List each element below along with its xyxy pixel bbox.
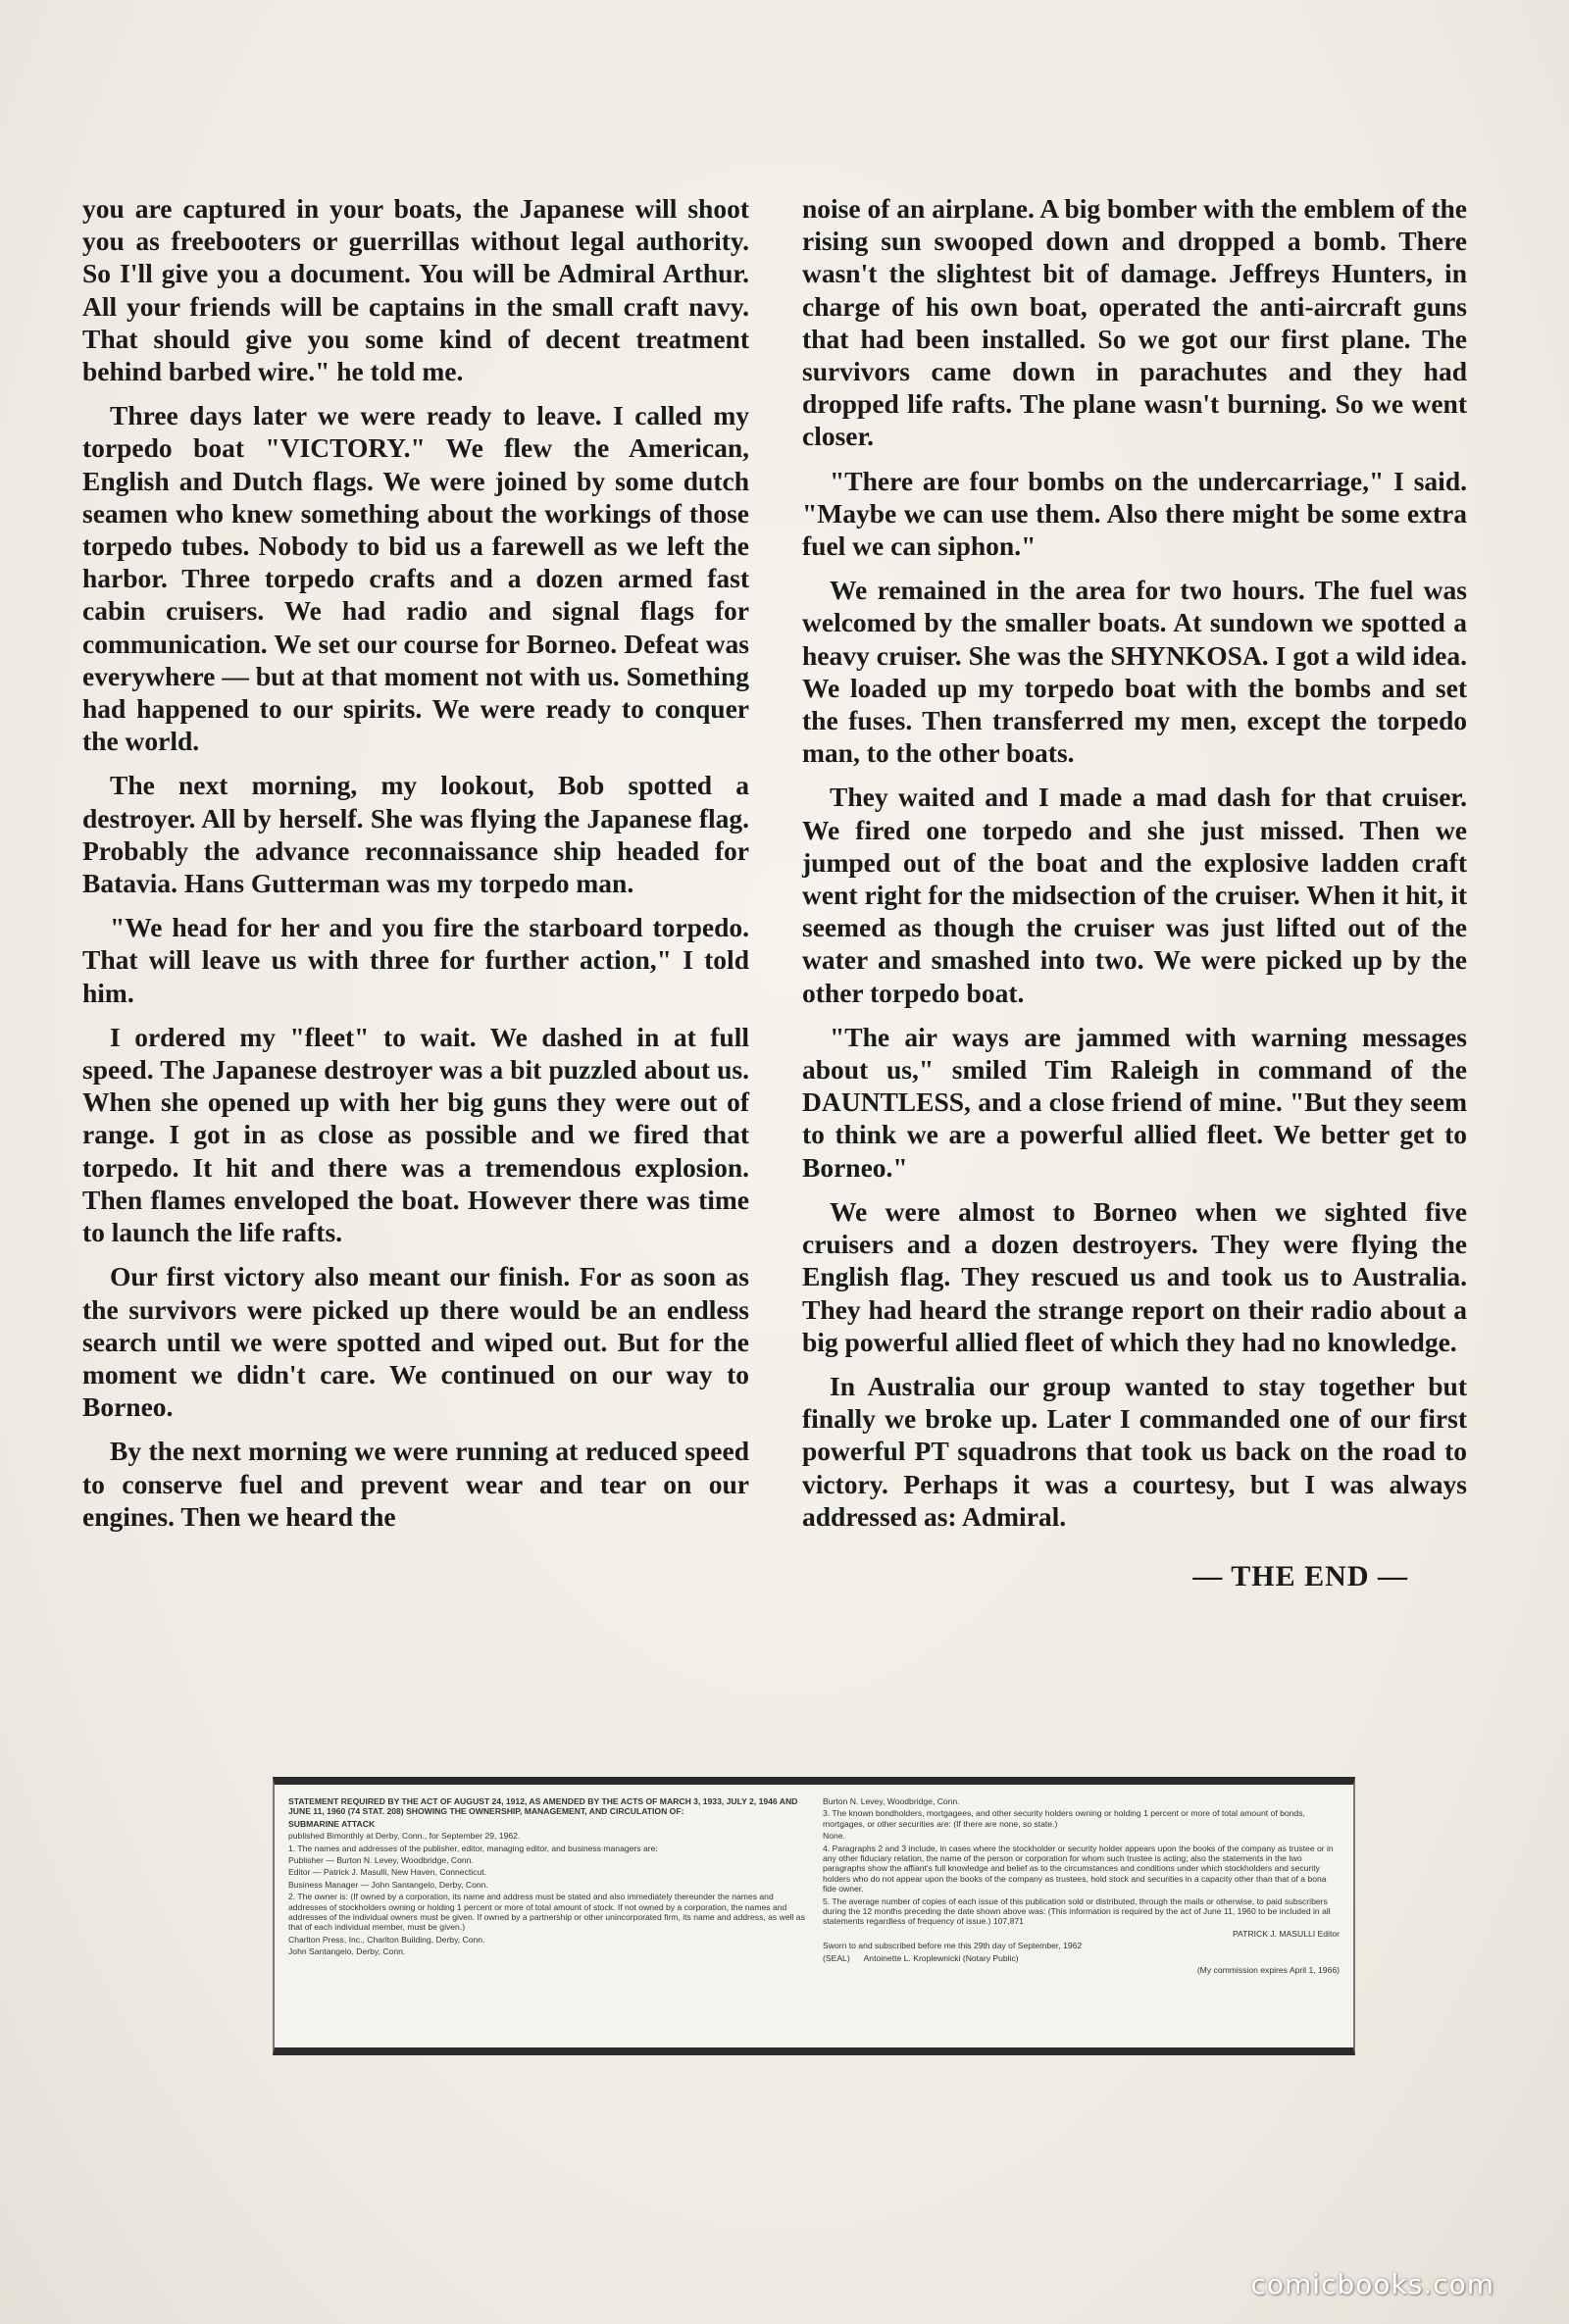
statement-column-right [823,1796,1340,2036]
statement-heading: STATEMENT REQUIRED BY THE ACT OF AUGUST 24, 1912, AS AMENDED BY THE ACTS OF MARCH 3, 1933, JULY 2, 1946 AND JUNE 11, 1960 (74 STAT. 208) SHOWING THE OWNERSHIP, MANAGEMENT, AND CIRCULATION OF: [288,1796,798,1817]
statement-publisher: Publisher — Burton N. Levey, Woodbridge, Conn. [288,1855,474,1866]
paragraph: In Australia our group wanted to stay together but finally we broke up. Later I commanded one of our first powerful PT squadrons that took us back on the road to victory. Perhaps it was a courtesy, but I was always addressed as: Admiral. [802,1370,1467,1532]
story-column-left [82,192,749,1544]
paragraph: "The air ways are jammed with warning messages about us," smiled Tim Raleigh in command of the DAUNTLESS, and a close friend of mine. "But they seem to think we are a powerful allied fleet. We better get to Borneo." [802,1021,1467,1183]
ownership-statement-box [273,1777,1355,2055]
statement-sworn: Sworn to and subscribed before me this 29th day of September, 1962 [823,1941,1083,1951]
statement-item: 5. The average number of copies of each issue of this publication sold or distributed, through the mails or otherwise, to paid subscribers during the 12 months preceding the date shown above was: (This information is required by the act of June 11, 1960 to be included in all statements regardless of frequency of issue.) 107,871 [823,1895,1331,1927]
story-column-right [802,192,1467,1592]
statement-owner: Burton N. Levey, Woodbridge, Conn. [823,1796,960,1806]
paragraph: We were almost to Borneo when we sighted five cruisers and a dozen destroyers. They were flying the English flag. They rescued us and took us to Australia. They had heard the strange report on their radio about a big powerful allied fleet of which they had no knowledge. [802,1195,1467,1357]
statement-editor: Editor — Patrick J. Masulli, New Haven, Connecticut. [288,1867,487,1878]
statement-notary: Antoinette L. Kroplewnicki (Notary Public) [863,1952,1019,1963]
paragraph: "There are four bombs on the undercarriage," I said. "Maybe we can use them. Also there might be some extra fuel we can siphon." [802,465,1467,562]
the-end-label: — THE END — [1192,1559,1408,1592]
statement-commission: (My commission expires April 1, 1966) [1196,1965,1340,1976]
statement-seal: (SEAL) [823,1952,850,1963]
paragraph: Three days later we were ready to leave. I called my torpedo boat "VICTORY." We flew the American, English and Dutch flags. We were joined by some dutch seamen who knew something about the workings of those torpedo tubes. Nobody to bid us a farewell as we left the harbor. Three torpedo crafts and a dozen armed fast cabin cruisers. We had radio and signal flags for communication. We set our course for Borneo. Defeat was everywhere — but at that moment not with us. Something had happened to our spirits. We were ready to conquer the world. [82,400,749,757]
site-watermark: comicbooks.com [1250,2268,1494,2300]
statement-item: 3. The known bondholders, mortgagees, and other security holders owning or holding 1 percent or more of total amount of bonds, mortgages, or other securities are: (If there are none, so state.) [823,1808,1305,1829]
statement-owner: Charlton Press, Inc., Charlton Building, Derby, Conn. [288,1934,485,1945]
paragraph: Our first victory also meant our finish. For as soon as the survivors were picked up there would be an endless search until we were spotted and wiped out. But for the moment we didn't care. We continued on our way to Borneo. [82,1261,749,1423]
statement-business-manager: Business Manager — John Santangelo, Derby, Conn. [288,1879,488,1890]
statement-item: 2. The owner is: (If owned by a corporation, its name and address must be stated and also immediately thereunder the names and addresses of stockholders owning or holding 1 percent or more of total amount of stock. If not owned by a corporation, the names and addresses of the individual owners must be given. If owned by a partnership or other unincorporated firm, its name and address, as well as that of each individual member, must be given.) [288,1892,805,1933]
statement-none: None. [823,1831,845,1842]
paragraph: We remained in the area for two hours. The fuel was welcomed by the smaller boats. At sundown we spotted a heavy cruiser. She was the SHYNKOSA. I got a wild idea. We loaded up my torpedo boat with the bombs and set the fuses. Then transferred my men, except the torpedo man, to the other boats. [802,575,1467,769]
statement-item: 4. Paragraphs 2 and 3 include, in cases where the stockholder or security holder appears upon the books of the company as trustee or in any other fiduciary relation, the name of the person or corporation for whom such trustee is acting; also the statements in the two paragraphs show the affiant's full knowledge and belief as to the circumstances and conditions under which stockholders and security holders who do not appear upon the books of the company as trustees, hold stock and securities in a capacity other than that of a bona fide owner. [823,1843,1334,1895]
paragraph: By the next morning we were running at reduced speed to conserve fuel and prevent wear and tear on our engines. Then we heard the [82,1436,749,1532]
paragraph: The next morning, my lookout, Bob spotted a destroyer. All by herself. She was flying the Japanese flag. Probably the advance reconnaissance ship headed for Batavia. Hans Gutterman was my torpedo man. [82,770,749,899]
statement-item: 1. The names and addresses of the publisher, editor, managing editor, and business managers are: [288,1843,658,1853]
paragraph: you are captured in your boats, the Japanese will shoot you as freebooters or guerrillas without legal authority. So I'll give you a document. You will be Admiral Arthur. All your friends will be captains in the small craft navy. That should give you some kind of decent treatment behind barbed wire." he told me. [82,193,749,387]
statement-owner: John Santangelo, Derby, Conn. [288,1946,406,1957]
statement-publication: SUBMARINE ATTACK [288,1818,376,1829]
show-through-background [88,69,1481,167]
paragraph: I ordered my "fleet" to wait. We dashed in at full speed. The Japanese destroyer was a bit puzzled about us. When she opened up with her big guns they were out of range. I got in as close as possible and we fired that torpedo. It hit and there was a tremendous explosion. Then flames enveloped the boat. However there was time to launch the life rafts. [82,1021,749,1248]
paragraph: noise of an airplane. A big bomber with the emblem of the rising sun swooped down and dropped a bomb. There wasn't the slightest bit of damage. Jeffreys Hunters, in charge of his own boat, operated the anti-aircraft guns that had been installed. So we got our first plane. The survivors came down in parachutes and they had dropped life rafts. The plane wasn't burning. So we went closer. [802,193,1467,452]
paragraph: "We head for her and you fire the starboard torpedo. That will leave us with three for further action," I told him. [82,912,749,1008]
statement-column-left [288,1796,805,2036]
paragraph: They waited and I made a mad dash for that cruiser. We fired one torpedo and she just missed. Then we jumped out of the boat and the explosive ladden craft went right for the midsection of the cruiser. When it hit, it seemed as though the cruiser was just lifted out of the water and smashed into two. We were picked up by the other torpedo boat. [802,782,1467,1008]
statement-seal-line [823,1953,1340,1963]
statement-signer: PATRICK J. MASULLI Editor [1232,1928,1340,1939]
statement-published: published Bimonthly at Derby, Conn., for September 29, 1962. [288,1831,521,1842]
